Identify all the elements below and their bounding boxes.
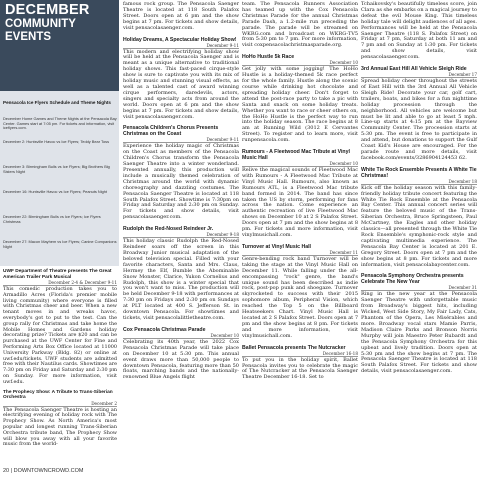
sidebar [0,0,119,480]
sleigh-text: Spread holiday cheer throughout the streets of East Hill with the 3rd Annual All Vehicle Sleigh Ride! Decorate your car, golf cart, trailers, boats, and bikes for a fun nighttime holiday procession through the neighborhood. All vehicles are welcome but must be lit and able to go at least 5 mph. Line-up starts at 4:15 pm at the Bayview Community Center. The procession starts at 5:30 pm. The event is free to participate in and attend, but donations to support the Gulf Coast Kid's House are encouraged. For the parade route and more details, visit facebook.com/events/3286904124453 62. [361,78,477,161]
uwf-title: UWF Department of Theatre presents The Great American Trailer Park Musical [3,269,112,280]
uwf-date: December 2-4 & December 9-11 [3,280,117,286]
ice-flyers-game: December 2: Huntsville Havoc vs Ice Flyers; Teddy Bear Toss [3,139,110,144]
header-line-1: DECEMBER [5,2,90,18]
chorus-title: Pensacola Children's Chorus Presents Christmas on the Coast [123,125,219,138]
ice-flyers-game: December 27: Macon Mayhem vs Ice Flyers; Canine Companions Night [3,239,117,249]
turnover-date: December 11 [242,250,358,256]
rumours-text: Relive the magical sounds of Fleetwood Mac with Rumours - A Fleetwood Mac Tribute at Vinyl Music Hall. Rumours, also known as Rumours ATL, is a Fleetwood Mac tribute band formed in 2014. The band has since taken the US by storm, performing for fans across the nation. Come experience an authentic recreation of live Fleetwood Mac shows on December 10 at 2 S Palafox Street. Doors open at 7 pm and the show begins at 8 pm. For tickets and more information, visit vinylmusichall.com. [242,167,358,238]
ice-flyers-game: December 3: Birmingham Bulls vs Ice Flyers; Big Brothers Big Sisters Night [3,164,110,174]
uwf-article [3,269,117,448]
white-tie-title: White Tie Rock Ensemble Presents A White Tie Christmas! [361,166,477,179]
sleigh-title: 3rd Annual East Hill All Vehicle Sleigh Ride [361,66,467,73]
turnover-title: Turnover at Vinyl Music Hall [242,243,311,250]
rumours-title: Rumours - A Fleetwood Mac Tribute at Vinyl Music Hall [242,149,350,162]
cox-text: Celebrating its 40th year, the 2022 Cox Pensacola Christmas Parade will take place on December 10 at 5:30 pm. This annual event draws more than 50,000 people to downtown Pensacola, featuring more than 50 floats, marching bands and the nationally-renowned Blue Angels flight [123,338,239,381]
cox-title: Cox Pensacola Christmas Parade [123,326,206,333]
header-line-3: EVENTS [5,31,52,43]
page-footer: 20 | DOWNTOWNCROWD.COM [3,468,84,474]
column-3 [242,2,358,383]
ice-flyers-game: December 16: Huntsville Havoc vs Ice Flyers; Peanuts Night [3,189,108,194]
hoho-date: December 10 [242,60,358,66]
article-text: team. The Pensacola Runners Association has teamed up with the Cox Pensacola Christmas Parade for the annual Christmas Parade Dash, a 1.2-mile run preceding the parade. The parade will be streamed on WKRG.com and broadcast on WKRG-TV5 from 5:30 pm to 7 pm. For more information, visit coxpensacolachristmasparade.org. [242,1,358,49]
section-header [0,0,119,91]
rudolph-title: Rudolph the Red-Nosed Reindeer Jr. [123,226,214,233]
rumours-date: December 10 [242,161,358,167]
ballet-title: Ballet Pensacola presents The Nutcracker [242,344,346,351]
symphony-date: December 31 [361,285,477,291]
rudolph-date: December 9-18 [123,232,239,238]
prophecy-text: The Pensacola Saenger Theatre is hosting an electrifying evening of holiday rock with The Prophecy Show. As North America's most popular and longest running Trans-Siberian Orchestra tribute band, The Prophecy Show will blow you away with all your favorite music from the world- [3,406,117,448]
cox-date: December 10 [123,333,239,339]
ice-flyers-desc: December Home Games and Theme Nights at the Pensacola Bay Center. Games start at 7:05 pm. For tickets and information, visit iceflyers.com. [3,116,117,131]
ice-flyers-game: December 22: Birmingham Bulls vs Ice Flyers; Ice Flyers Christmas [3,214,101,224]
chorus-text: Experience the holiday magic of Christmas on the Coast as members of the Pensacola Children's Chorus transform the Pensacola Saenger Theatre into a winter wonderland. Presented annually, this production will include a musically themed celebration of Christmas around the world with dynamic choreography and dazzling costumes. The Pensacola Saenger Theatre is located at 118 South Palafox Street. Showtime is 7:30pm on Friday and Saturday and 2:30 pm on Sunday. For tickets and show details, visit pensacolasaenger.com. [123,143,239,221]
article-text: Tchaikovsky's beautifully timeless score, join Clara as she embarks on a magical journey to defeat the evil Mouse King. This timeless holiday tale will delight audiences of all ages. Performances will be held at the Pensacola Saenger Theatre (118 S. Palafox Street) on Friday at 7 pm, Saturday at both 11 am and 7 pm and on Sunday at 1:30 pm. For tickets and show details, visit pensacolasaenger.com. [361,1,477,61]
symphony-text: Ring in the new year at the Pensacola Saenger Theatre with unforgettable music from Broadway's biggest hits, including Wicked, West Side Story, My Fair Lady, Cats, Phantom of the Opera, Les Misérables and more. Broadway vocal stars Mamie Parris, Madison Claire Parks and Bronson Norris Murphy will join Maestro Peter Rubardt and the Pensacola Symphony Orchestra for this upbeat and lively tradition. Doors open at 5:30 pm and the show begins at 7 pm. The Pensacola Saenger Theatre is located at 118 South Palafox Street. For tickets and show details, visit pensacolasaenger.com. [361,291,477,375]
holiday-title: Holiday Dreams, A Spectacular Holiday Show! [123,36,237,43]
column-4 [361,2,477,377]
white-tie-date: December 18 [361,179,477,185]
column-2 [123,2,239,383]
holiday-date: December 9-11 [123,43,239,49]
article-text: famous rock group. The Pensacola Saenger Theatre is located at 118 South Palafox Street. Doors open at 6 pm and the show begins at 7 pm. For tickets and show details, visit pensacolasaenger.com. [123,1,239,31]
uwf-text: This comedic production takes you to Armadillo Acres (Florida's premier mobile living community) where everyone is filled with Christmas cheer and beer. When a new tenant moves in and wreaks havoc, everybody's got to put to the test. Can the group rally for Christmas and take home the Mobile Homes and Gardens holiday decorating prize? Tickets are $20 and can be purchased at the UWF Center for Fine and Performing Arts Box Office located at 11000 University Parkway (Bldg. 82) or online at uwf.edu/tickets. UWF students are admitted free with their Nautilus cards. Showtimes are 7:30 pm on Friday and Saturday and 2:30 pm on Sunday. For more information, visit uwf.edu. [3,286,117,385]
ballet-text: To put you in the holiday spirit, Ballet Pensacola invites you to celebrate the magic of The Nutcracker at the Pensacola Saenger Theatre December 16-18. Set to [242,356,358,381]
ballet-date: December 16-18 [242,351,358,357]
ice-flyers-title: Pensacola Ice Flyers Schedule and Theme Nights [3,100,111,105]
sleigh-date: December 17 [361,72,477,78]
white-tie-text: Kick off the holiday season with this family-friendly holiday tribute concert featuring the White Tie Rock Ensemble at the Pensacola Bay Center. This annual concert series will feature the beloved music of the Trans-Siberian Orchestra, Bruce Springsteen, Paul McCartney, the Eagles and other holiday classics—all presented through the White Tie Rock Ensemble's symphonic-rock style and captivating multimedia experience. The Pensacola Bay Center is located at 201 E. Gregory Street. Doors open at 7 pm and the show begins at 8 pm. For tickets and more information, visit pensacolabaycenter.com. [361,184,477,268]
turnover-text: Genre-bending rock band Turnover will be taking the stage at the Vinyl Music Hall on December 11. While falling under the all-encompassing "rock" genre, the band's unique sound has been described as indie rock, post-pop punk and shoegaze. Turnover skyrocketed to success with their 2015 sophomore album, Peripheral Vision, which reached the Top 5 on the Billboard Heatseekers Chart. Vinyl Music Hall is located at 2 S Palafox Street. Doors open at 7 pm and the show begins at 8 pm. For tickets and more information, visit vinylmusichall.com. [242,255,358,339]
chorus-date: December 9-11 [123,137,239,143]
holiday-text: This modern and electrifying holiday show will be held at the Pensacola Saenger and is meant as a unique alternative to traditional holiday shows. This fast-paced cirque-style show is sure to captivate you with its mix of holiday music and stunning visual effects, as well as a talented cast of award winning cirque performers, daredevils, actors, singers and specialty acts from around the world. Doors open at 6 pm and the show begins at 7 pm. For tickets and show details, visit pensacolasaenger.com. [123,48,239,120]
header-line-2: COMMUNITY [5,18,76,30]
hoho-title: HoHo Hustle 5k Race [242,54,295,61]
rudolph-text: This holiday classic Rudolph the Red-Nosed Reindeer soars off the screen in this Broadway Junior musical adaptation of the beloved television special. Filled with your favorite characters, Santa and Mrs. Claus, Hermey the Elf, Bumble the Abominable Snow Monster, Clarice, Yukon Cornelius and Rudolph, this show is a winter special that you won't want to miss. The production will be held December 9-18 with performances at 7:30 pm on Fridays and 2:30 pm on Sundays at PLT located at 400 S. Jefferson St. in downtown Pensacola. For showtimes and tickets, visit pensacolalittletheatre.com. [123,238,239,321]
hoho-text: Get jolly with some jogging! The HoHo Hustle is a holiday-themed 5k race perfect for the whole family. Hustle along the scenic course while drinking hot chocolate and spreading holiday cheer. Don't forget to attend the post-race party to take a pic with Santa and snack on some holiday treats. Whether you want to race or cheer others on, the HoHo Hustle is the perfect way to run into the holiday season. The race begins at 8 am at Running Wild (3012 E Cervantes Street). To register and to learn more, visit runpensacola.com. [242,66,359,144]
prophecy-title: The Prophecy Show: A Tribute to Trans-Siberian Orchestra [3,389,113,401]
prophecy-date: December 2 [3,401,117,407]
symphony-title: Pensacola Symphony Orchestra presents Celebrate The New Year [361,273,464,286]
